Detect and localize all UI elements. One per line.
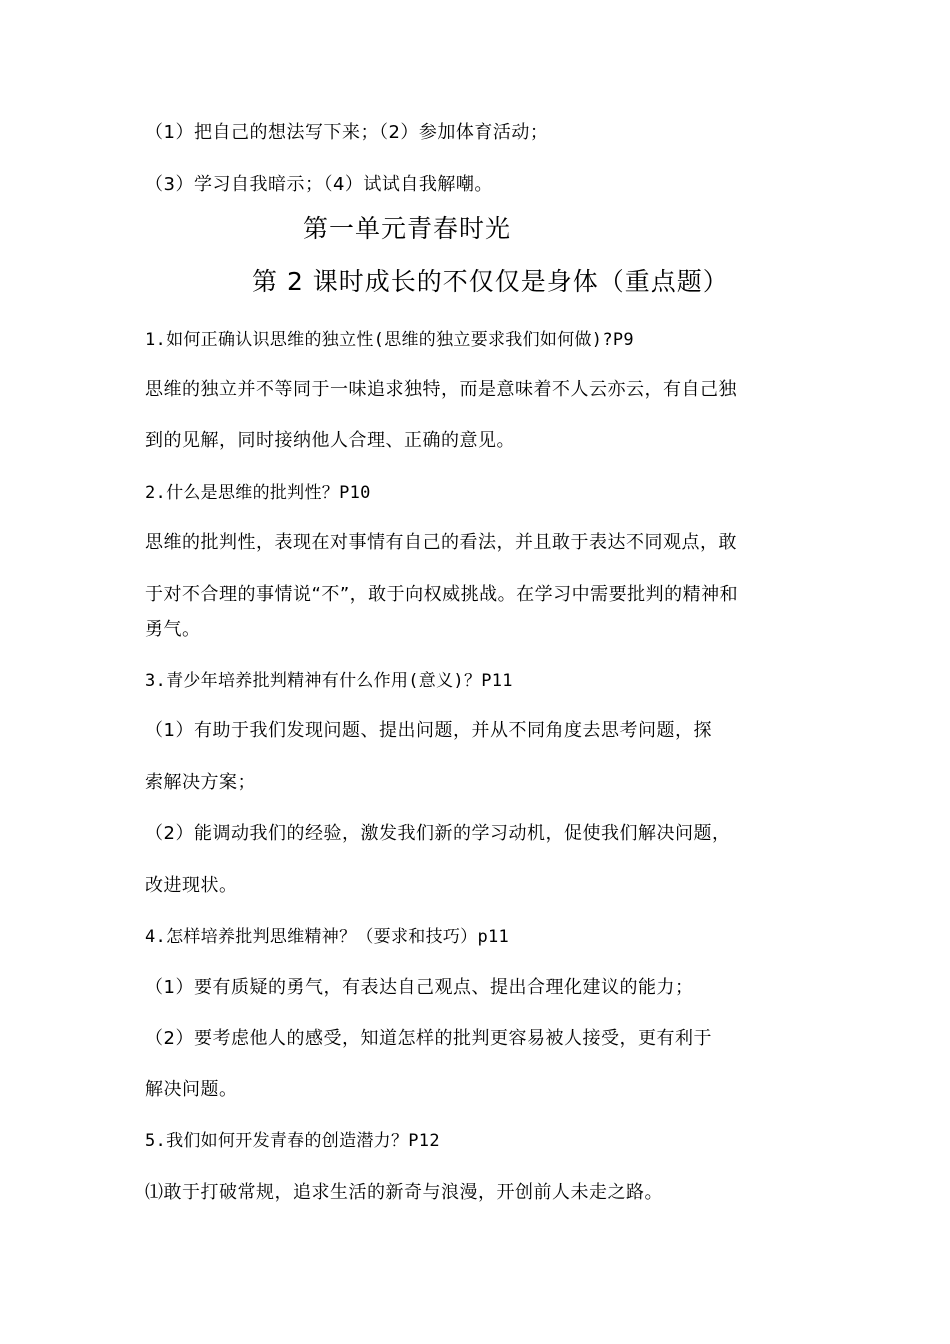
question-heading: 5.我们如何开发青春的创造潜力？P12 <box>145 1131 440 1151</box>
intro-line: （1）把自己的想法写下来；（2）参加体育活动； <box>145 122 549 143</box>
answer-line: 于对不合理的事情说“不”，敢于向权威挑战。在学习中需要批判的精神和 <box>145 584 739 605</box>
answer-line: （2）要考虑他人的感受，知道怎样的批判更容易被人接受，更有利于 <box>145 1028 712 1049</box>
answer-line: 到的见解，同时接纳他人合理、正确的意见。 <box>145 430 515 451</box>
answer-line: （1）要有质疑的勇气，有表达自己观点、提出合理化建议的能力； <box>145 977 694 998</box>
answer-line: （2）能调动我们的经验，激发我们新的学习动机，促使我们解决问题， <box>145 823 731 844</box>
lesson-title: 第 2 课时成长的不仅仅是身体（重点题） <box>252 267 729 296</box>
unit-title: 第一单元青春时光 <box>303 214 512 243</box>
answer-line: ⑴敢于打破常规，追求生活的新奇与浪漫，开创前人未走之路。 <box>145 1182 663 1203</box>
question-heading: 2.什么是思维的批判性？P10 <box>145 483 371 503</box>
answer-line: 解决问题。 <box>145 1079 238 1100</box>
answer-line: 索解决方案； <box>145 772 256 793</box>
answer-line: （1）有助于我们发现问题、提出问题，并从不同角度去思考问题，探 <box>145 720 712 741</box>
question-heading: 4.怎样培养批判思维精神？（要求和技巧）p11 <box>145 927 510 947</box>
question-heading: 3.青少年培养批判精神有什么作用(意义)？P11 <box>145 671 513 691</box>
question-heading: 1.如何正确认识思维的独立性(思维的独立要求我们如何做)?P9 <box>145 330 634 350</box>
answer-line: 改进现状。 <box>145 875 238 896</box>
intro-line: （3）学习自我暗示；（4）试试自我解嘲。 <box>145 174 493 195</box>
answer-line: 思维的独立并不等同于一味追求独特，而是意味着不人云亦云，有自己独 <box>145 379 737 400</box>
answer-line: 勇气。 <box>145 619 201 640</box>
answer-line: 思维的批判性，表现在对事情有自己的看法，并且敢于表达不同观点，敢 <box>145 532 737 553</box>
